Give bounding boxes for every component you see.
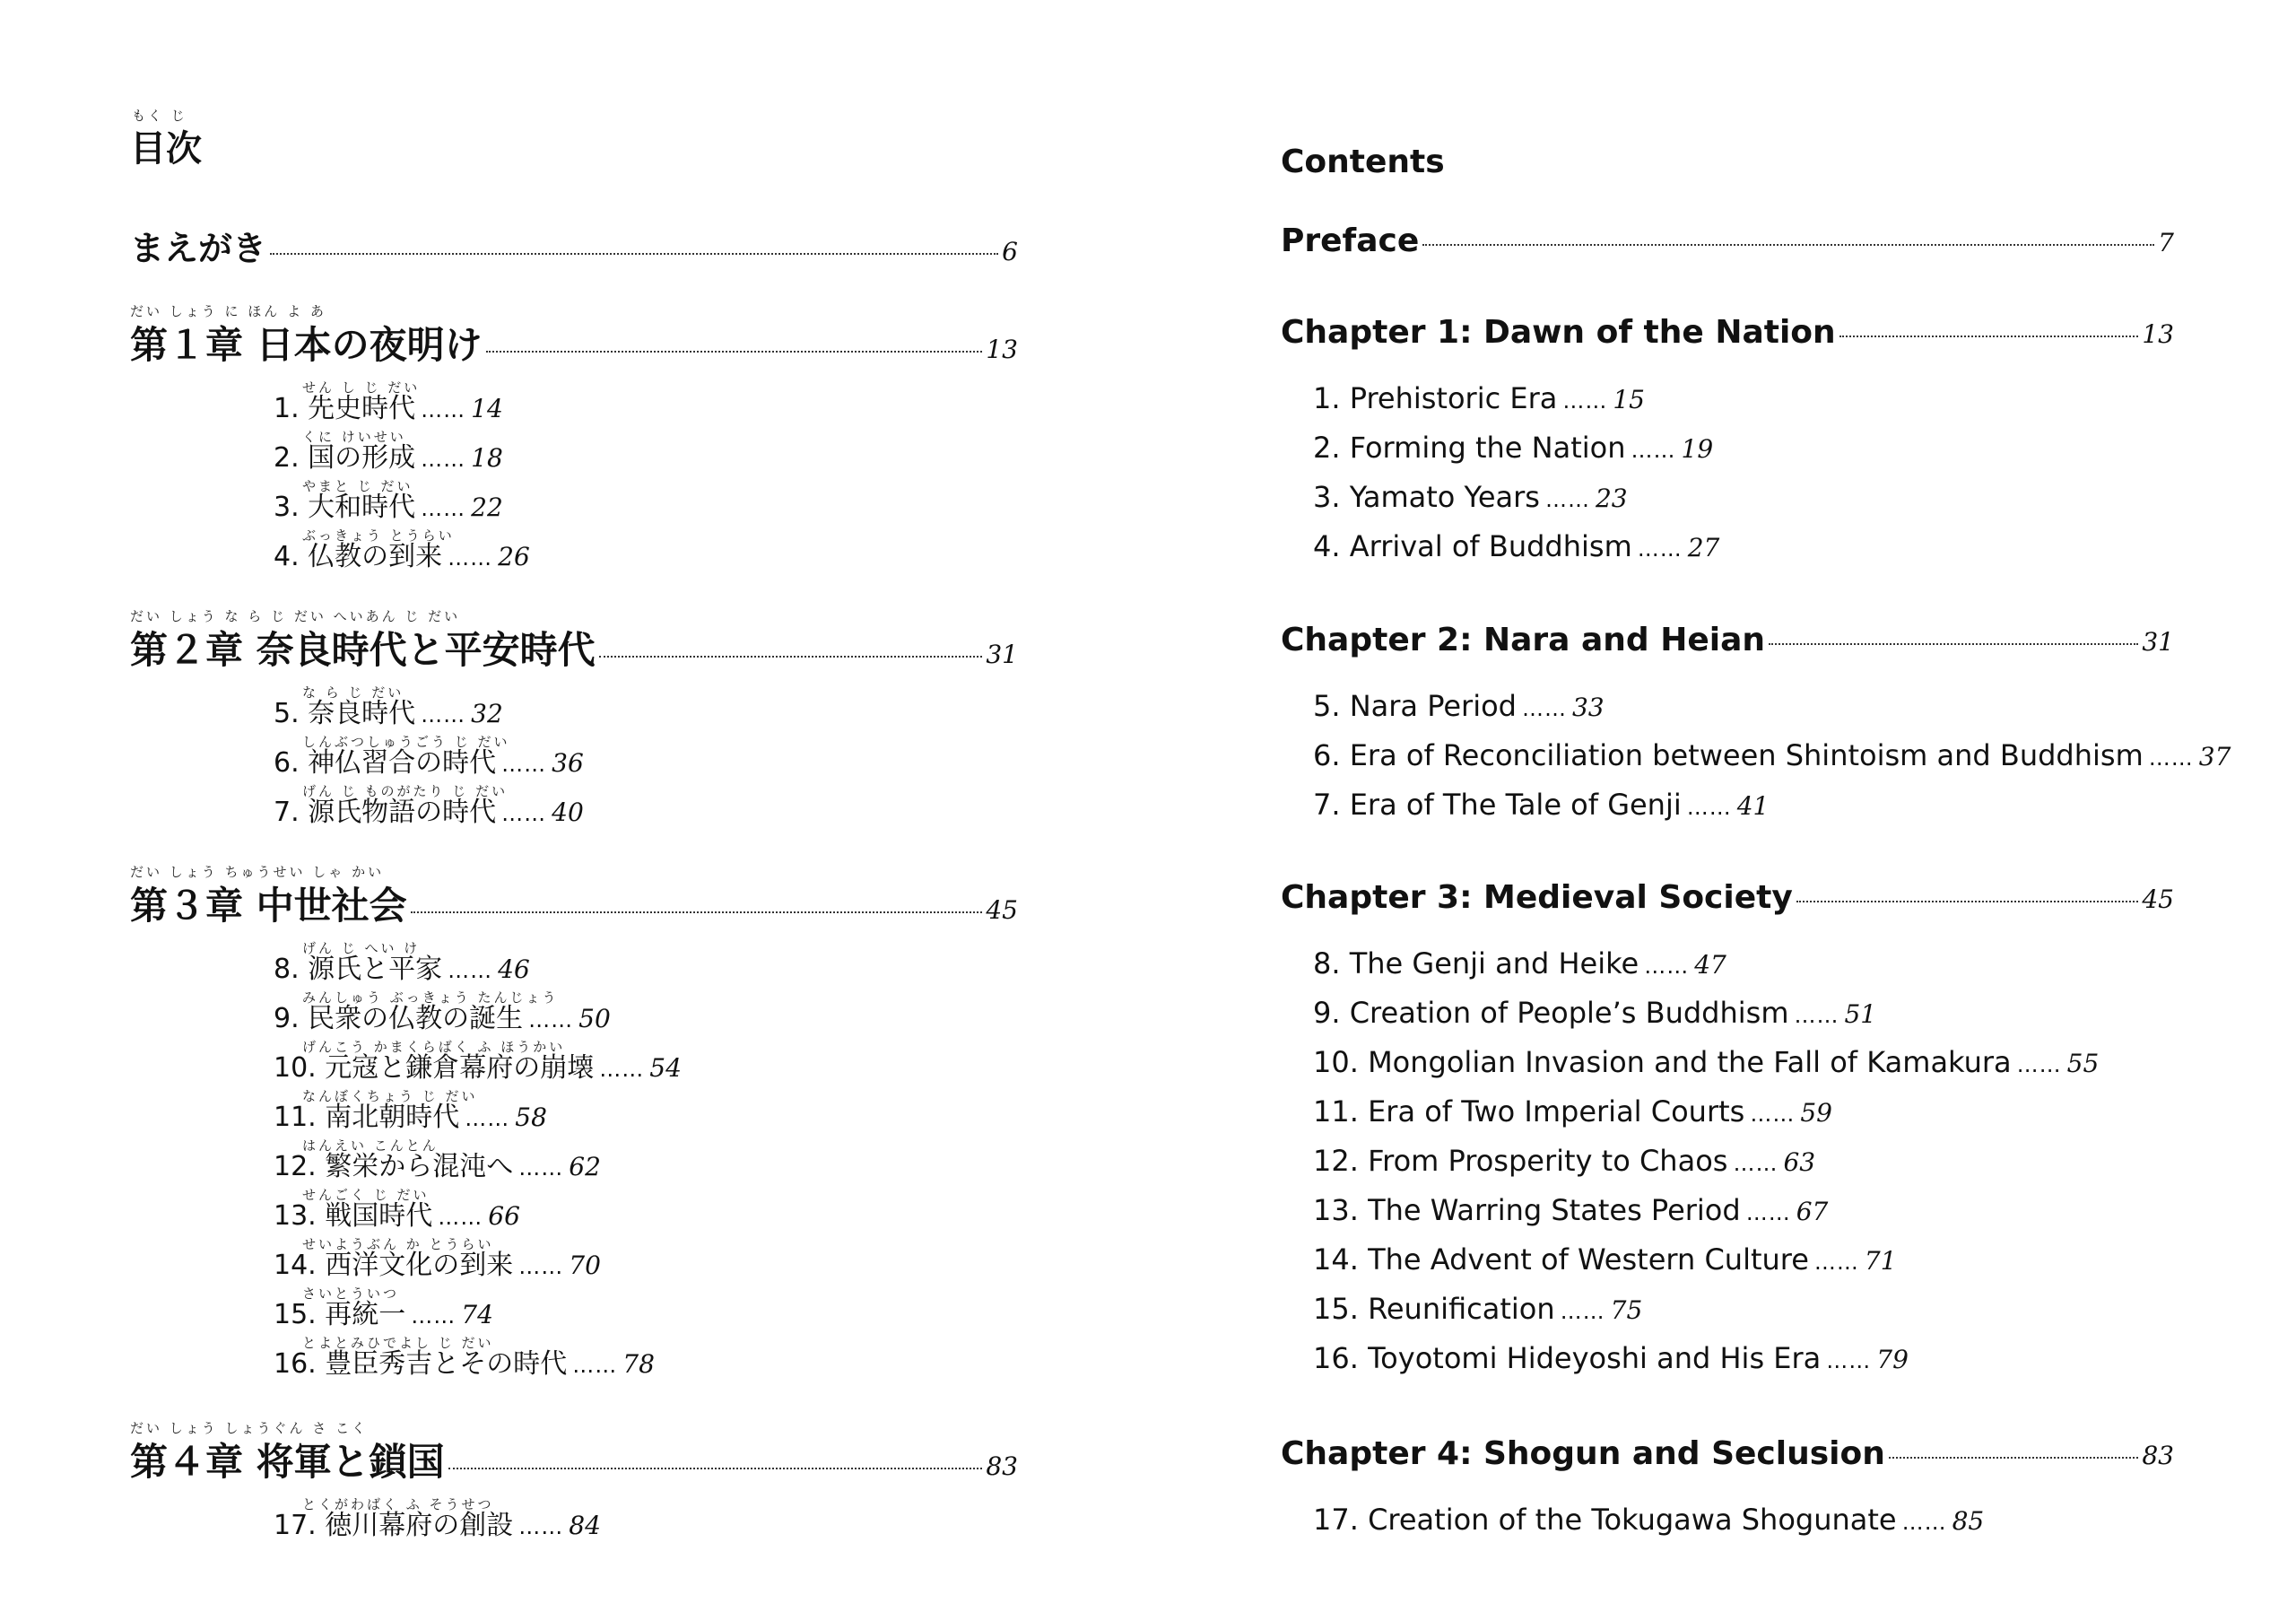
- section-title: 源氏と平家: [308, 954, 443, 985]
- dot-leader: [1769, 643, 2138, 645]
- section-title: Creation of People’s Buddhism: [1349, 996, 1789, 1030]
- section-title: The Advent of Western Culture: [1368, 1242, 1809, 1277]
- toc-section-12-ja[interactable]: [274, 1144, 601, 1183]
- dot-leader: [1422, 244, 2154, 246]
- page-title-en: Contents: [1281, 144, 1445, 180]
- section-number: 14.: [274, 1250, 317, 1281]
- page-number: 45: [2142, 885, 2174, 914]
- section-title: Era of The Tale of Genji: [1349, 788, 1682, 822]
- section-leader: ……: [411, 1303, 457, 1329]
- toc-section-1-ja[interactable]: [274, 386, 503, 425]
- chapter-label: 第４章 将軍と鎖国: [130, 1440, 445, 1484]
- dot-leader: [1889, 1457, 2139, 1459]
- chapter-ruby: だい しょう ちゅうせい しゃ かい: [130, 864, 385, 880]
- toc-section-17-en[interactable]: [1313, 1503, 1984, 1537]
- section-leader: ……: [1562, 388, 1608, 414]
- page-number: 31: [986, 640, 1018, 669]
- section-number: 8.: [274, 954, 300, 985]
- chapter-label: Chapter 3: Medieval Society: [1281, 879, 1793, 916]
- section-leader: ……: [421, 702, 466, 728]
- toc-section-3-en[interactable]: [1313, 480, 1628, 514]
- section-number: 15.: [1313, 1292, 1359, 1326]
- page-number: 26: [498, 542, 530, 571]
- toc-section-11-en[interactable]: [1313, 1094, 1832, 1129]
- section-leader: ……: [1686, 795, 1732, 820]
- section-leader: ……: [1750, 1102, 1796, 1127]
- toc-section-16-en[interactable]: [1313, 1341, 1909, 1375]
- toc-section-11-ja[interactable]: [274, 1094, 547, 1134]
- toc-section-14-en[interactable]: [1313, 1242, 1897, 1277]
- page-number: 6: [1002, 237, 1018, 266]
- section-title: From Prosperity to Chaos: [1368, 1144, 1728, 1178]
- toc-chapter-2-en[interactable]: [1281, 622, 2174, 658]
- section-number: 13.: [1313, 1193, 1359, 1227]
- dot-leader: [448, 1468, 983, 1469]
- chapter-label: Chapter 2: Nara and Heian: [1281, 622, 1766, 658]
- page-number: 41: [1736, 791, 1770, 821]
- section-leader: ……: [1826, 1348, 1872, 1373]
- section-leader: ……: [1644, 954, 1690, 979]
- page-number: 31: [2142, 627, 2174, 657]
- section-ruby: とくがわばく ふ そうせつ: [302, 1496, 494, 1512]
- page-number: 74: [461, 1300, 493, 1329]
- section-leader: ……: [1637, 536, 1683, 562]
- toc-section-4-en[interactable]: [1313, 529, 1719, 563]
- toc-section-8-en[interactable]: [1313, 946, 1726, 980]
- section-leader: ……: [518, 1155, 564, 1181]
- page-number: 36: [552, 748, 584, 778]
- section-title: 奈良時代: [308, 698, 416, 729]
- section-number: 3.: [274, 492, 300, 523]
- toc-section-9-ja[interactable]: [274, 996, 611, 1035]
- section-title: 源氏物語の時代: [308, 797, 497, 828]
- section-number: 4.: [1313, 529, 1341, 563]
- toc-chapter-1-en[interactable]: [1281, 314, 2174, 351]
- page-number: 83: [2142, 1441, 2174, 1470]
- section-number: 10.: [274, 1052, 317, 1084]
- chapter-ruby: だい しょう に ほん よ あ: [130, 303, 326, 319]
- chapter-label: 第３章 中世社会: [130, 884, 407, 928]
- section-leader: ……: [2148, 745, 2194, 771]
- section-ruby: せん し じ だい: [302, 379, 421, 396]
- section-leader: ……: [448, 958, 493, 983]
- section-number: 7.: [1313, 788, 1341, 822]
- page-number: 37: [2198, 742, 2231, 771]
- section-leader: ……: [528, 1007, 574, 1033]
- toc-section-9-en[interactable]: [1313, 996, 1876, 1030]
- section-number: 14.: [1313, 1242, 1359, 1277]
- toc-section-1-en[interactable]: [1313, 381, 1645, 415]
- page-number: 78: [622, 1349, 655, 1379]
- section-leader: ……: [1560, 1299, 1605, 1324]
- toc-section-13-ja[interactable]: [274, 1193, 520, 1233]
- toc-section-14-ja[interactable]: [274, 1242, 601, 1282]
- section-title: 西洋文化の到来: [325, 1250, 514, 1281]
- page-number: 33: [1571, 693, 1605, 722]
- page-number: 27: [1687, 533, 1720, 562]
- section-ruby: みんしゅう ぶっきょう たんじょう: [302, 989, 559, 1006]
- page-number: 45: [986, 895, 1018, 925]
- section-title: Era of Reconciliation between Shintoism and Buddhism: [1349, 738, 2144, 772]
- chapter-label: 第１章 日本の夜明け: [130, 323, 483, 367]
- section-leader: ……: [1631, 438, 1676, 463]
- section-title: 仏教の到来: [308, 541, 443, 572]
- toc-section-7-en[interactable]: [1313, 788, 1769, 822]
- toc-section-6-en[interactable]: [1313, 738, 2231, 772]
- section-ruby: はんえい こんとん: [302, 1137, 439, 1154]
- page-number: 13: [986, 335, 1018, 364]
- toc-section-8-ja[interactable]: [274, 946, 530, 986]
- page-number: 14: [471, 394, 503, 423]
- section-ruby: げん じ へい け: [302, 940, 421, 956]
- page-number: 7: [2158, 228, 2174, 257]
- title-ruby: もく じ: [132, 108, 187, 124]
- section-ruby: とよとみひでよし じ だい: [302, 1335, 494, 1351]
- section-ruby: さいとういつ: [302, 1285, 400, 1302]
- page-number: 40: [552, 797, 584, 827]
- section-ruby: ぶっきょう とうらい: [302, 527, 455, 544]
- section-leader: ……: [1745, 1200, 1791, 1225]
- section-number: 9.: [1313, 996, 1341, 1030]
- toc-chapter-4-en[interactable]: [1281, 1435, 2174, 1472]
- section-leader: ……: [501, 801, 547, 826]
- section-title: 国の形成: [308, 442, 416, 474]
- page-number: 32: [471, 699, 503, 728]
- section-ruby: な ら じ だい: [302, 684, 404, 701]
- page-number: 84: [569, 1511, 601, 1540]
- toc-section-10-en[interactable]: [1313, 1045, 2099, 1079]
- toc-chapter-1-ja[interactable]: [130, 316, 1018, 370]
- page-number: 71: [1864, 1246, 1897, 1276]
- toc-section-17-ja[interactable]: [274, 1503, 601, 1542]
- section-ruby: げんこう かまくらばく ふ ほうかい: [302, 1039, 566, 1055]
- section-ruby: せんごく じ だい: [302, 1187, 430, 1203]
- section-title: Era of Two Imperial Courts: [1368, 1094, 1745, 1129]
- toc-section-3-ja[interactable]: [274, 484, 503, 524]
- section-title: 民衆の仏教の誕生: [308, 1003, 524, 1034]
- toc-section-2-ja[interactable]: [274, 435, 503, 475]
- page-number: 62: [569, 1152, 601, 1181]
- page-number: 83: [986, 1451, 1018, 1481]
- page-number: 51: [1844, 999, 1877, 1029]
- section-leader: ……: [421, 397, 466, 423]
- section-number: 7.: [274, 797, 300, 828]
- dot-leader: [270, 253, 998, 255]
- section-leader: ……: [599, 1057, 645, 1082]
- section-leader: ……: [2016, 1052, 2062, 1077]
- toc-chapter-3-en[interactable]: [1281, 879, 2174, 916]
- section-leader: ……: [1794, 1003, 1839, 1028]
- section-number: 12.: [274, 1151, 317, 1182]
- page-number: 47: [1694, 950, 1726, 980]
- section-title: 徳川幕府の創設: [325, 1510, 514, 1541]
- toc-section-5-en[interactable]: [1313, 689, 1605, 723]
- section-number: 2.: [274, 442, 300, 474]
- section-ruby: くに けいせい: [302, 429, 406, 445]
- section-number: 13.: [274, 1200, 317, 1232]
- page-title-ja: 目次: [130, 128, 202, 170]
- section-title: 豊臣秀吉とその時代: [325, 1348, 568, 1380]
- page-number: 75: [1610, 1295, 1643, 1325]
- section-number: 8.: [1313, 946, 1341, 980]
- section-number: 12.: [1313, 1144, 1359, 1178]
- toc-section-4-ja[interactable]: [274, 534, 530, 573]
- section-number: 5.: [274, 698, 300, 729]
- section-number: 4.: [274, 541, 300, 572]
- section-number: 11.: [1313, 1094, 1359, 1129]
- section-leader: ……: [501, 752, 547, 777]
- section-title: Toyotomi Hideyoshi and His Era: [1368, 1341, 1822, 1375]
- page-number: 67: [1796, 1197, 1829, 1226]
- section-number: 3.: [1313, 480, 1341, 514]
- section-title: Mongolian Invasion and the Fall of Kamakura: [1368, 1045, 2012, 1079]
- section-ruby: やまと じ だい: [302, 478, 413, 494]
- page-number: 55: [2066, 1049, 2100, 1078]
- page-number: 19: [1681, 434, 1714, 464]
- section-title: Forming the Nation: [1349, 431, 1626, 465]
- section-title: Reunification: [1368, 1292, 1555, 1326]
- section-leader: ……: [448, 545, 493, 571]
- section-ruby: げん じ ものがたり じ だい: [302, 783, 509, 799]
- section-leader: ……: [465, 1106, 510, 1131]
- section-number: 6.: [1313, 738, 1341, 772]
- section-ruby: なんぼくちょう じ だい: [302, 1088, 478, 1104]
- page-number: 15: [1613, 385, 1645, 414]
- toc-preface-ja[interactable]: [130, 221, 1018, 270]
- page-number: 50: [578, 1004, 611, 1033]
- section-leader: ……: [1813, 1250, 1859, 1275]
- section-title: Creation of the Tokugawa Shogunate: [1368, 1503, 1897, 1537]
- page-number: 66: [488, 1201, 520, 1231]
- section-leader: ……: [421, 496, 466, 521]
- toc-section-7-ja[interactable]: [274, 789, 584, 829]
- page-number: 63: [1783, 1147, 1816, 1177]
- toc-section-12-en[interactable]: [1313, 1144, 1815, 1178]
- toc-chapter-3-ja[interactable]: [130, 876, 1018, 930]
- toc-section-13-en[interactable]: [1313, 1193, 1828, 1227]
- section-leader: ……: [438, 1205, 483, 1230]
- page-number: 22: [471, 492, 503, 522]
- section-number: 16.: [274, 1348, 317, 1380]
- toc-section-16-ja[interactable]: [274, 1341, 655, 1381]
- page-number: 23: [1595, 484, 1628, 513]
- dot-leader: [486, 351, 983, 353]
- preface-label: まえがき: [130, 229, 267, 268]
- chapter-label: Chapter 4: Shogun and Seclusion: [1281, 1435, 1885, 1472]
- section-number: 9.: [274, 1003, 300, 1034]
- section-title: The Warring States Period: [1368, 1193, 1741, 1227]
- toc-chapter-4-ja[interactable]: [130, 1433, 1018, 1486]
- section-number: 17.: [274, 1510, 317, 1541]
- section-number: 16.: [1313, 1341, 1359, 1375]
- dot-leader: [1839, 336, 2139, 337]
- section-title: The Genji and Heike: [1349, 946, 1639, 980]
- dot-leader: [599, 656, 983, 658]
- section-leader: ……: [518, 1254, 564, 1279]
- section-title: 大和時代: [308, 492, 416, 523]
- toc-section-2-en[interactable]: [1313, 431, 1713, 465]
- section-leader: ……: [1901, 1510, 1947, 1535]
- section-title: 南北朝時代: [325, 1102, 460, 1133]
- section-number: 1.: [1313, 381, 1341, 415]
- section-number: 10.: [1313, 1045, 1359, 1079]
- section-leader: ……: [421, 447, 466, 472]
- chapter-label: 第２章 奈良時代と平安時代: [130, 628, 596, 672]
- page-number: 79: [1876, 1345, 1909, 1374]
- page-number: 46: [498, 954, 530, 984]
- section-title: 戦国時代: [325, 1200, 433, 1232]
- section-number: 11.: [274, 1102, 317, 1133]
- section-title: Prehistoric Era: [1349, 381, 1558, 415]
- toc-section-10-ja[interactable]: [274, 1045, 682, 1085]
- page-number: 18: [471, 443, 503, 473]
- section-number: 6.: [274, 747, 300, 779]
- page-number: 59: [1800, 1098, 1832, 1128]
- section-title: 繁栄から混沌へ: [325, 1151, 514, 1182]
- section-number: 1.: [274, 393, 300, 424]
- section-title: Arrival of Buddhism: [1349, 529, 1632, 563]
- page-number: 85: [1952, 1506, 1985, 1536]
- toc-section-15-ja[interactable]: [274, 1292, 493, 1331]
- preface-label: Preface: [1281, 222, 1420, 259]
- page-number: 54: [649, 1053, 682, 1083]
- section-title: Nara Period: [1349, 689, 1517, 723]
- section-ruby: せいようぶん か とうらい: [302, 1236, 494, 1252]
- section-number: 5.: [1313, 689, 1341, 723]
- section-number: 2.: [1313, 431, 1341, 465]
- section-leader: ……: [518, 1514, 564, 1539]
- section-title: 神仏習合の時代: [308, 747, 497, 779]
- section-leader: ……: [1733, 1151, 1779, 1176]
- section-title: 先史時代: [308, 393, 416, 424]
- dot-leader: [1796, 901, 2139, 902]
- page-number: 58: [515, 1102, 547, 1132]
- dot-leader: [411, 911, 983, 913]
- chapter-ruby: だい しょう しょうぐん さ こく: [130, 1420, 369, 1436]
- chapter-ruby: だい しょう な ら じ だい へいあん じ だい: [130, 608, 461, 624]
- toc-preface-en[interactable]: [1281, 222, 2174, 259]
- toc-chapter-2-ja[interactable]: [130, 621, 1018, 675]
- section-title: 元寇と鎌倉幕府の崩壊: [325, 1052, 595, 1084]
- chapter-label: Chapter 1: Dawn of the Nation: [1281, 314, 1836, 351]
- page-number: 70: [569, 1251, 601, 1280]
- toc-section-15-en[interactable]: [1313, 1292, 1642, 1326]
- section-ruby: しんぶつしゅうごう じ だい: [302, 734, 510, 750]
- section-leader: ……: [1521, 696, 1567, 721]
- section-leader: ……: [1544, 487, 1590, 512]
- section-title: Yamato Years: [1349, 480, 1540, 514]
- section-number: 15.: [274, 1299, 317, 1330]
- section-title: 再統一: [325, 1299, 406, 1330]
- section-number: 17.: [1313, 1503, 1359, 1537]
- page-number: 13: [2142, 319, 2174, 349]
- toc-section-5-ja[interactable]: [274, 691, 503, 730]
- toc-section-6-ja[interactable]: [274, 740, 584, 780]
- section-leader: ……: [572, 1353, 618, 1378]
